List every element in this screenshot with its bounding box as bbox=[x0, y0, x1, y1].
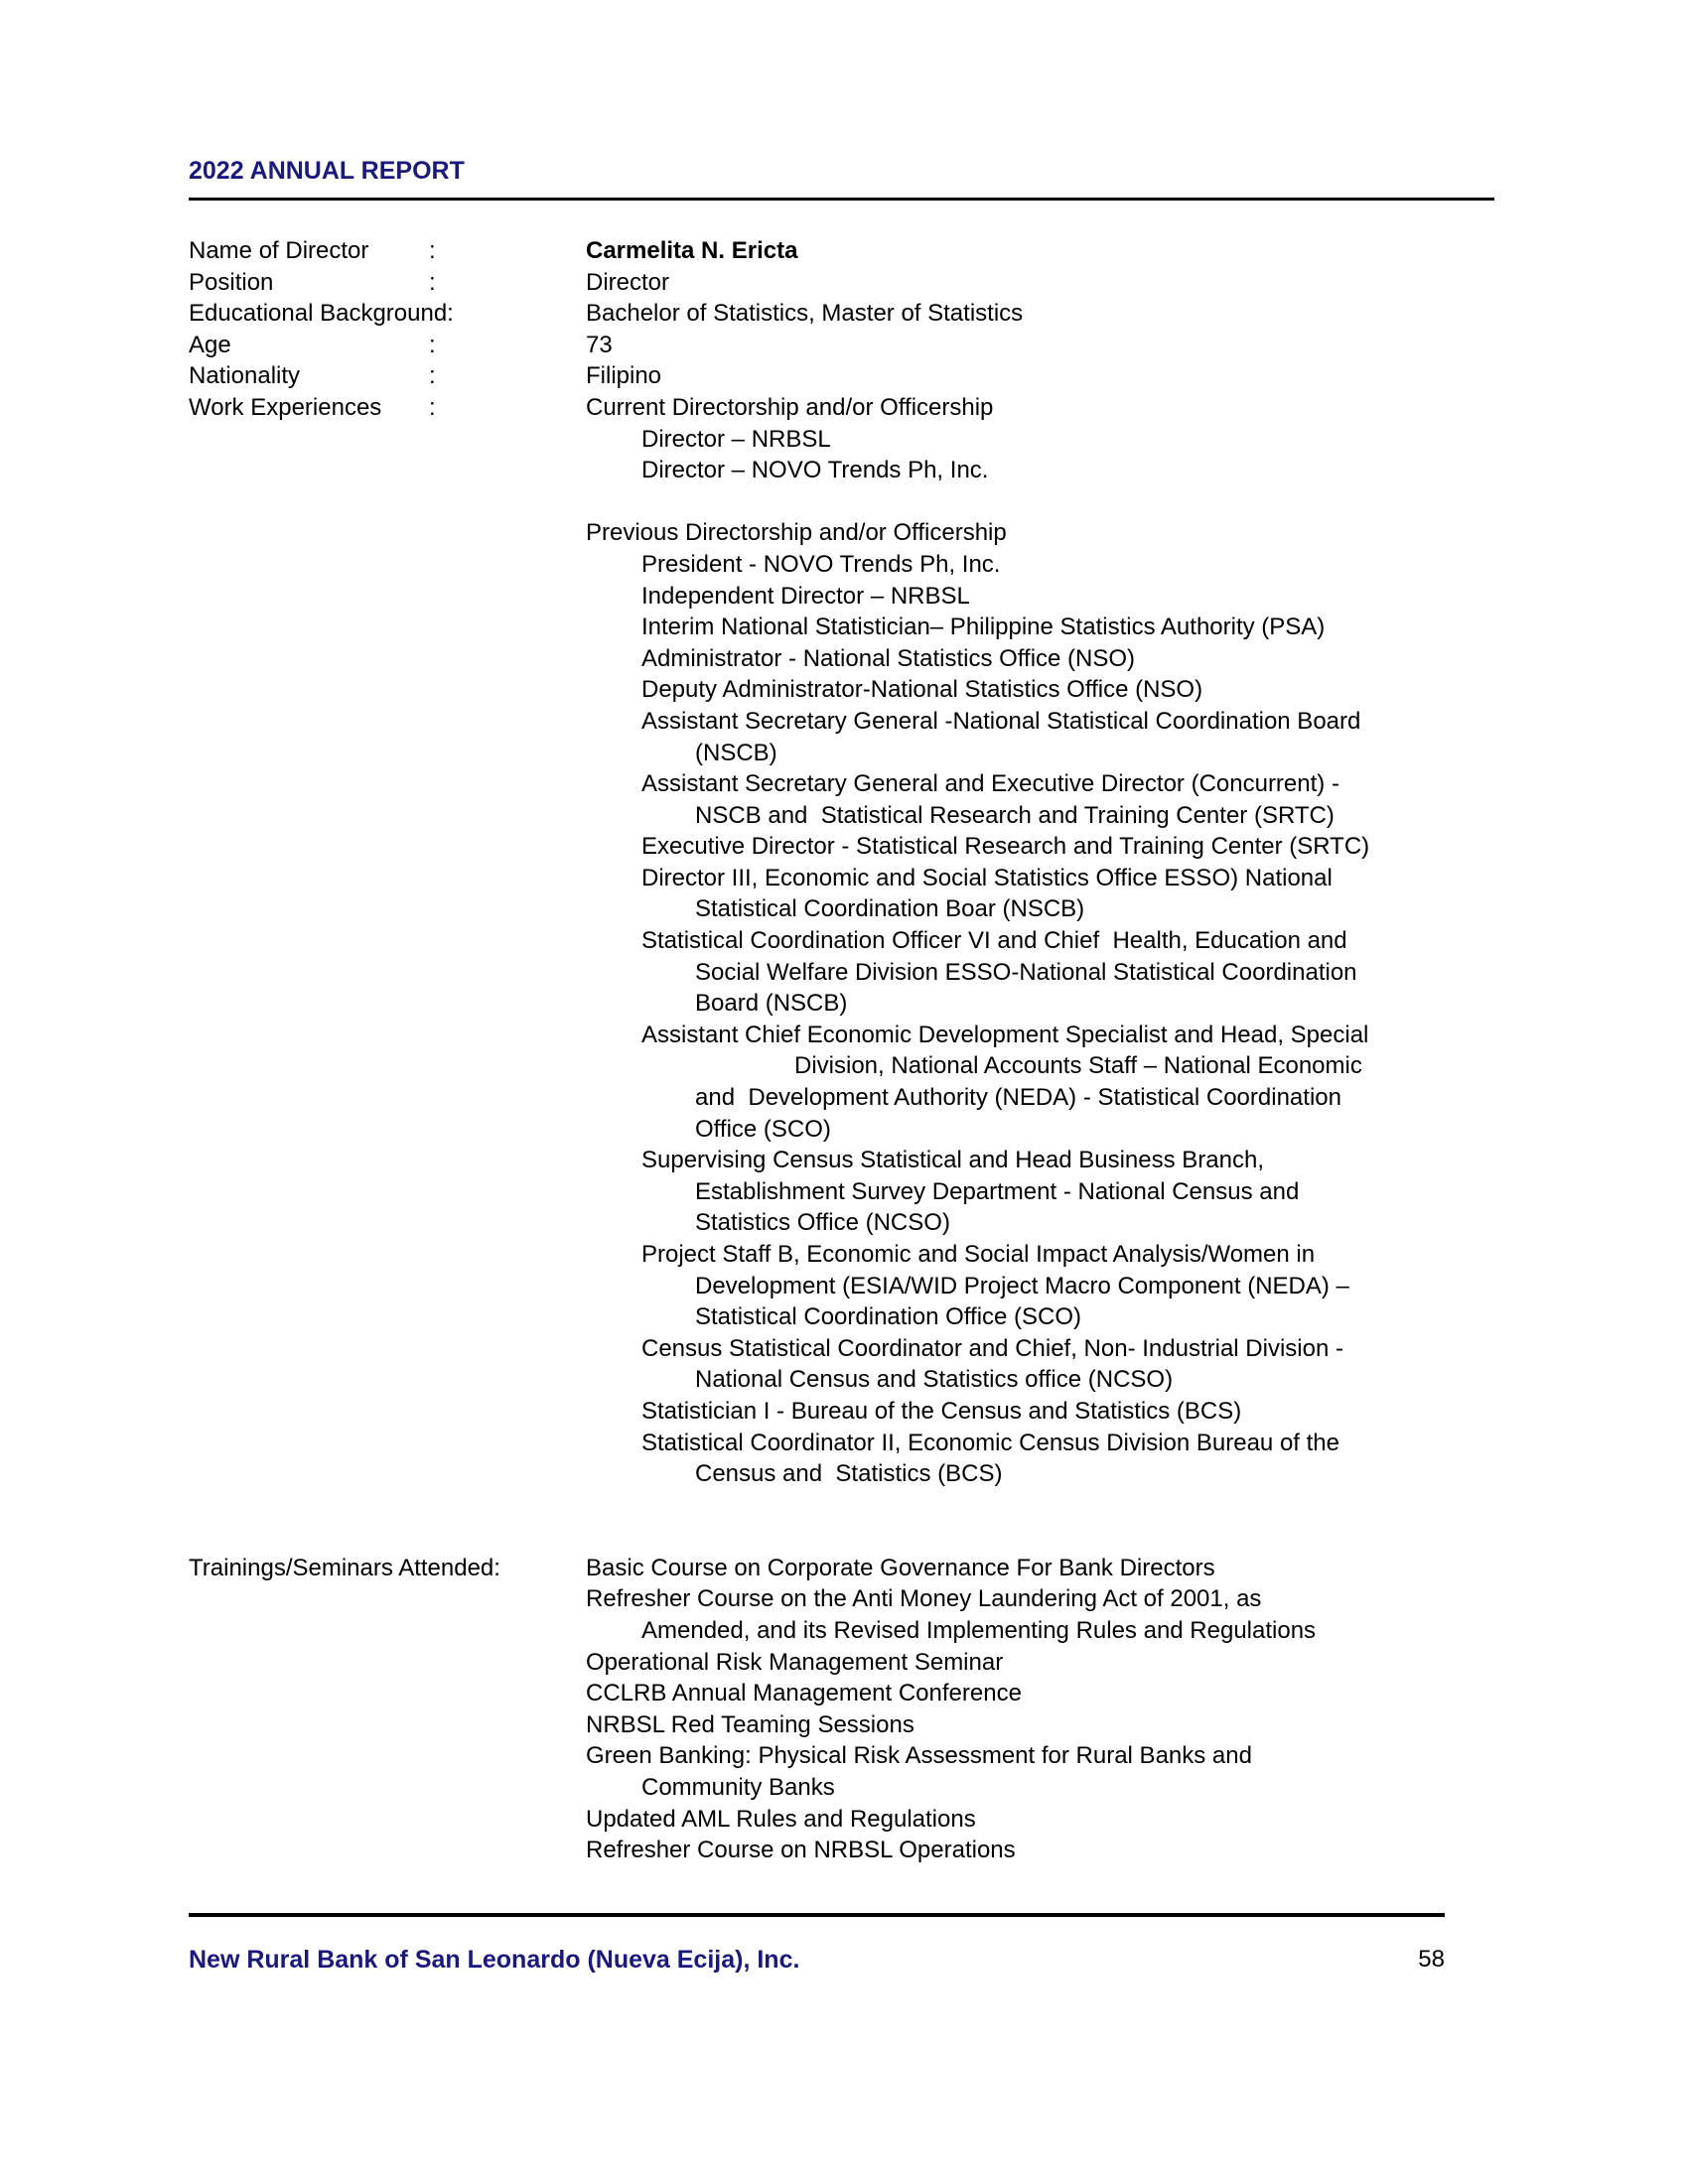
work-experience-line: Statistics Office (NCSO) bbox=[695, 1209, 950, 1237]
director-position: Director bbox=[586, 268, 670, 296]
work-experience-line: Director – NRBSL bbox=[641, 425, 831, 453]
training-line: NRBSL Red Teaming Sessions bbox=[586, 1710, 914, 1738]
work-experience-line: Previous Directorship and/or Officership bbox=[586, 519, 1007, 547]
profile-row-nationality bbox=[189, 360, 1509, 392]
director-education: Bachelor of Statistics, Master of Statistics bbox=[586, 300, 1024, 328]
training-line: Refresher Course on the Anti Money Laundering Act of 2001, as bbox=[586, 1585, 1262, 1613]
field-label: Work Experiences bbox=[189, 393, 382, 421]
work-experience-line: Statistical Coordinator II, Economic Census Division Bureau of the bbox=[641, 1429, 1339, 1456]
trainings-section bbox=[189, 1553, 1509, 1866]
work-experience-line: Interim National Statistician– Philippine Statistics Authority (PSA) bbox=[641, 614, 1326, 641]
blank-line bbox=[586, 486, 1509, 518]
footer-divider bbox=[189, 1913, 1445, 1917]
work-experience-line: Statistical Coordination Office (SCO) bbox=[695, 1303, 1082, 1331]
page-title: 2022 ANNUAL REPORT bbox=[189, 157, 465, 185]
profile-row-education bbox=[189, 298, 1509, 330]
field-colon: : bbox=[429, 393, 436, 421]
work-experience-line: Statistical Coordination Officer VI and Chief Health, Education and bbox=[641, 927, 1347, 955]
field-colon: : bbox=[429, 331, 436, 358]
work-experience-line: Current Directorship and/or Officership bbox=[586, 393, 994, 421]
work-experience-line: Supervising Census Statistical and Head Business Branch, bbox=[641, 1147, 1264, 1174]
work-experience-line: Assistant Chief Economic Development Specialist and Head, Special bbox=[641, 1021, 1369, 1048]
work-experience-line: Census Statistical Coordinator and Chief, Non- Industrial Division - bbox=[641, 1334, 1343, 1362]
work-experience-line: Independent Director – NRBSL bbox=[641, 582, 970, 610]
profile-row-position bbox=[189, 267, 1509, 299]
training-line: Amended, and its Revised Implementing Rules and Regulations bbox=[641, 1616, 1317, 1644]
training-line: Basic Course on Corporate Governance For Bank Directors bbox=[586, 1554, 1215, 1581]
profile-row-age bbox=[189, 330, 1509, 361]
work-experience-line: Assistant Secretary General -National Statistical Coordination Board bbox=[641, 707, 1361, 735]
work-experience-line: Executive Director - Statistical Research and Training Center (SRTC) bbox=[641, 833, 1370, 861]
profile-row-name bbox=[189, 235, 1509, 267]
header-divider bbox=[189, 198, 1494, 201]
work-experience-line: Project Staff B, Economic and Social Impact Analysis/Women in bbox=[641, 1241, 1316, 1268]
work-experience-line: Director – NOVO Trends Ph, Inc. bbox=[641, 457, 989, 484]
training-line: CCLRB Annual Management Conference bbox=[586, 1680, 1022, 1707]
work-experience-line: (NSCB) bbox=[695, 739, 777, 766]
work-experience-line: Division, National Accounts Staff – National Economic bbox=[794, 1052, 1362, 1080]
work-experience-list bbox=[586, 424, 1509, 1490]
work-experience-line: NSCB and Statistical Research and Training Center (SRTC) bbox=[695, 801, 1335, 829]
director-profile bbox=[189, 235, 1509, 1866]
field-colon: : bbox=[429, 268, 436, 296]
work-experience-line: Deputy Administrator-National Statistics Office (NSO) bbox=[641, 676, 1203, 704]
director-age: 73 bbox=[586, 331, 613, 358]
training-line: Green Banking: Physical Risk Assessment for Rural Banks and bbox=[586, 1742, 1252, 1770]
field-label: Name of Director bbox=[189, 237, 369, 264]
work-experience-line: and Development Authority (NEDA) - Statistical Coordination bbox=[695, 1084, 1341, 1112]
work-experience-line: Statistician I - Bureau of the Census and Statistics (BCS) bbox=[641, 1397, 1242, 1425]
field-label: Nationality bbox=[189, 362, 301, 390]
field-label: Age bbox=[189, 331, 231, 358]
director-nationality: Filipino bbox=[586, 362, 662, 390]
footer-page-number: 58 bbox=[1418, 1946, 1445, 1973]
director-name: Carmelita N. Ericta bbox=[586, 237, 798, 264]
work-experience-line: National Census and Statistics office (NCSO) bbox=[695, 1366, 1174, 1394]
field-label: Position bbox=[189, 268, 274, 296]
footer-bank-name: New Rural Bank of San Leonardo (Nueva Ecija), Inc. bbox=[189, 1946, 800, 1974]
work-experience-line: Office (SCO) bbox=[695, 1115, 831, 1143]
work-experience-line: Social Welfare Division ESSO-National Statistical Coordination bbox=[695, 958, 1357, 986]
profile-row-work-experiences bbox=[189, 392, 1509, 424]
work-experience-line: Director III, Economic and Social Statistics Office ESSO) National bbox=[641, 864, 1333, 891]
work-experience-line: Board (NSCB) bbox=[695, 990, 848, 1018]
field-colon bbox=[429, 298, 586, 330]
work-experience-line: President - NOVO Trends Ph, Inc. bbox=[641, 550, 1001, 578]
field-label: Educational Background: bbox=[189, 300, 454, 328]
work-experience-line: Assistant Secretary General and Executive Director (Concurrent) - bbox=[641, 770, 1339, 798]
work-experience-line: Development (ESIA/WID Project Macro Component (NEDA) – bbox=[695, 1272, 1349, 1299]
field-colon: : bbox=[429, 362, 436, 390]
training-line: Community Banks bbox=[641, 1773, 835, 1801]
training-line: Updated AML Rules and Regulations bbox=[586, 1805, 976, 1833]
field-colon: : bbox=[429, 237, 436, 264]
training-line: Operational Risk Management Seminar bbox=[586, 1648, 1004, 1676]
trainings-list bbox=[586, 1553, 1509, 1866]
work-experience-line: Establishment Survey Department - National Census and bbox=[695, 1177, 1300, 1205]
trainings-label: Trainings/Seminars Attended: bbox=[189, 1554, 500, 1581]
work-experience-line: Statistical Coordination Boar (NSCB) bbox=[695, 895, 1085, 923]
training-line: Refresher Course on NRBSL Operations bbox=[586, 1837, 1016, 1864]
work-experience-line: Administrator - National Statistics Office (NSO) bbox=[641, 644, 1136, 672]
work-experience-line: Census and Statistics (BCS) bbox=[695, 1460, 1003, 1488]
